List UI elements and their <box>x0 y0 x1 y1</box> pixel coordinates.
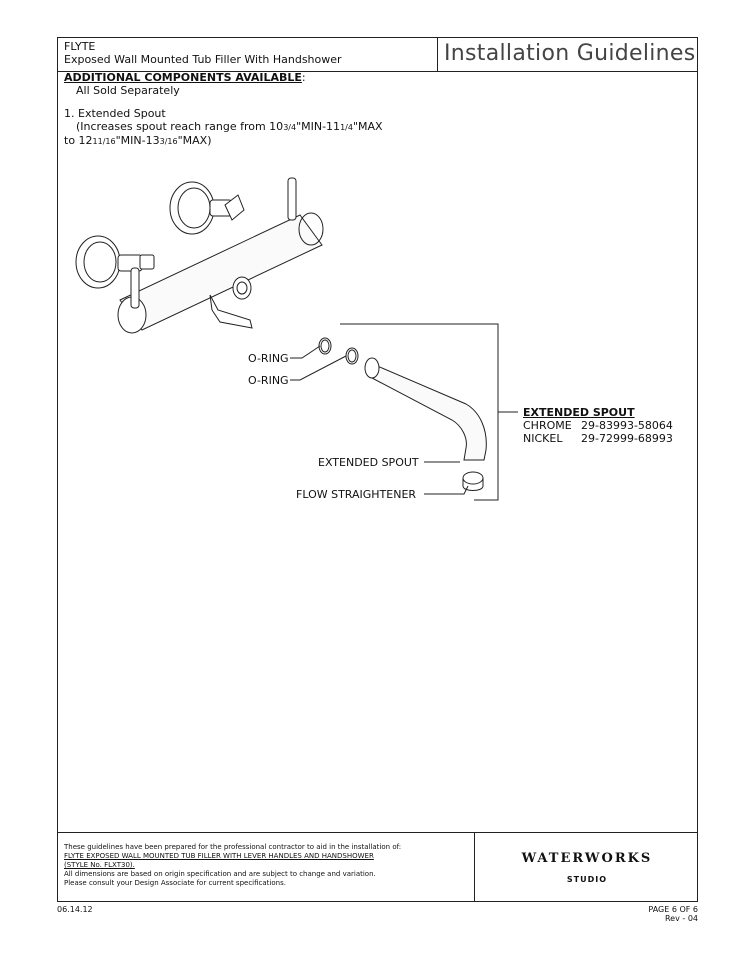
sold-note: All Sold Separately <box>76 84 180 97</box>
parts-row <box>523 432 673 445</box>
item1-line1-a: (Increases spout reach range from 10 <box>76 120 284 133</box>
item1-line2-frac1: 11/16 <box>92 137 116 146</box>
footer-line4: All dimensions are based on origin specification and are subject to change and variation. <box>64 870 376 878</box>
item1-line2-a: to 12 <box>64 134 93 147</box>
document-date: 06.14.12 <box>57 905 93 914</box>
page-info <box>648 905 698 923</box>
footer-line5: Please consult your Design Associate for current specifications. <box>64 879 286 887</box>
o-ring-label-1: O-RING <box>248 352 289 365</box>
extended-spout-illustration <box>368 362 486 460</box>
o-ring-label-2: O-RING <box>248 374 289 387</box>
parts-number: 29-72999-68993 <box>581 432 673 445</box>
item1-title: 1. Extended Spout <box>64 107 166 120</box>
product-name: FLYTE <box>64 40 96 53</box>
section-heading-colon: : <box>301 71 306 84</box>
tub-filler-body-illustration <box>76 178 323 333</box>
parts-box <box>523 406 673 445</box>
flow-straightener-label: FLOW STRAIGHTENER <box>296 488 417 501</box>
footer-line2: FLYTE EXPOSED WALL MOUNTED TUB FILLER WITH LEVER HANDLES AND HANDSHOWER <box>64 852 374 860</box>
item1-line1-frac2: 1/4 <box>340 123 353 132</box>
flow-straightener-illustration <box>463 472 483 484</box>
document-title: Installation Guidelines <box>444 41 696 66</box>
brand-logo: WATERWORKS <box>521 851 653 866</box>
parts-finish: NICKEL <box>523 432 563 445</box>
footer-line1: These guidelines have been prepared for the professional contractor to aid in the installation of: <box>64 843 402 851</box>
parts-row <box>523 419 673 432</box>
extended-spout-label: EXTENDED SPOUT <box>318 456 419 469</box>
item1-line1-c: "MAX <box>352 120 383 133</box>
brand-subtitle: STUDIO <box>566 875 608 884</box>
parts-number: 29-83993-58064 <box>581 419 673 432</box>
parts-finish: CHROME <box>523 419 572 432</box>
item1-line2-c: "MAX) <box>177 134 212 147</box>
page-number: PAGE 6 OF 6 <box>648 905 698 914</box>
revision: Rev - 04 <box>664 914 698 923</box>
parts-title: EXTENDED SPOUT <box>523 406 635 419</box>
item1-line1-b: "MIN-11 <box>296 120 341 133</box>
footer-line3: (STYLE No. FLXT30). <box>64 861 135 869</box>
product-description: Exposed Wall Mounted Tub Filler With Handshower <box>64 53 342 66</box>
item1-line2-b: "MIN-13 <box>115 134 160 147</box>
item1-line1-frac1: 3/4 <box>283 123 297 132</box>
item1-line2-frac2: 3/16 <box>159 137 178 146</box>
section-heading-text: ADDITIONAL COMPONENTS AVAILABLE <box>64 71 302 84</box>
